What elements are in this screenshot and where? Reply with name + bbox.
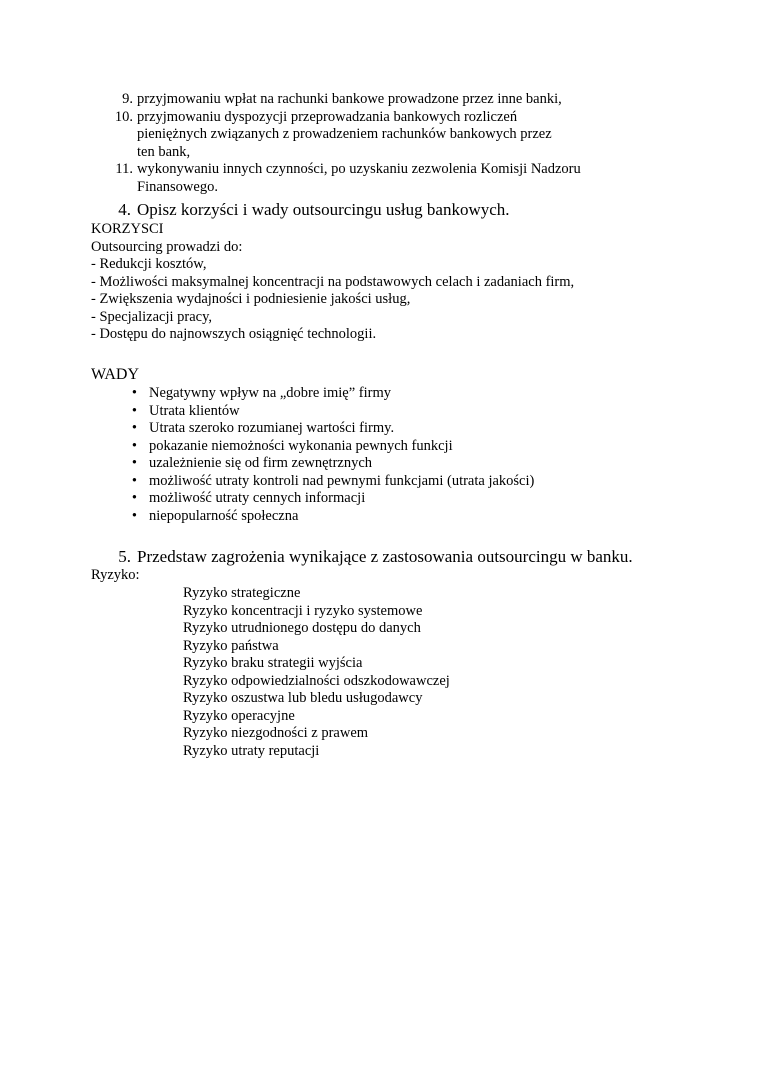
bullet-icon: • — [131, 402, 137, 419]
korzysci-section — [91, 221, 574, 344]
ryzyko-list — [183, 585, 450, 760]
list-item — [91, 91, 731, 109]
item-text: wykonywaniu innych czynności, po uzyskaniu zezwolenia Komisji Nadzoru Finansowego. — [137, 161, 581, 195]
ryzyko-label — [91, 567, 140, 585]
item-text: Utrata szeroko rozumianej wartości firmy. — [149, 420, 395, 436]
bullet-icon: • — [131, 472, 137, 489]
list-item: - Możliwości maksymalnej koncentracji na podstawowych celach i zadaniach firm, — [91, 273, 575, 290]
bullet-icon: • — [131, 420, 137, 436]
list-item — [91, 508, 534, 526]
wady-title: WADY — [91, 366, 139, 383]
bullet-icon: • — [131, 437, 137, 454]
list-item: Ryzyko niezgodności z prawem — [183, 725, 369, 741]
list-item: Ryzyko odpowiedzialności odszkodowawczej — [183, 672, 450, 689]
list-item: Ryzyko braku strategii wyjścia — [183, 655, 363, 671]
list-item: - Redukcji kosztów, — [91, 256, 207, 272]
list-item: - Dostępu do najnowszych osiągnięć technologii. — [91, 326, 377, 342]
list-item — [91, 473, 534, 491]
item-text: przyjmowaniu wpłat na rachunki bankowe prowadzone przez inne banki, — [137, 91, 562, 107]
item-number: 11. — [115, 161, 133, 177]
item-text: pokazanie niemożności wykonania pewnych funkcji — [149, 437, 453, 454]
list-item: Ryzyko strategiczne — [183, 585, 301, 601]
item-text: przyjmowaniu dyspozycji przeprowadzania bankowych rozliczeń pieniężnych związanych z prowadzeniem rachunków bankowych przez ten bank, — [137, 108, 552, 160]
item-text: Negatywny wpływ na „dobre imię” firmy — [149, 385, 391, 401]
bullet-icon: • — [131, 385, 137, 401]
item-number: 9. — [122, 91, 133, 107]
item-number: 10. — [114, 108, 133, 125]
item-text: uzależnienie się od firm zewnętrznych — [149, 455, 373, 471]
item-text: niepopularność społeczna — [149, 507, 299, 524]
question-4-heading — [91, 200, 510, 220]
list-item — [91, 420, 534, 438]
list-item — [91, 438, 534, 456]
list-item — [91, 161, 731, 196]
question-number: 4. — [118, 200, 131, 219]
item-text: możliwość utraty cennych informacji — [149, 490, 366, 506]
list-item — [91, 455, 534, 473]
wady-list — [91, 385, 534, 525]
bullet-icon: • — [131, 507, 137, 524]
list-item — [91, 385, 534, 403]
question-5-heading — [91, 547, 633, 567]
korzysci-title: KORZYSCI — [91, 221, 164, 237]
list-item: Ryzyko oszustwa lub bledu usługodawcy — [183, 690, 423, 706]
list-item — [91, 490, 534, 508]
bullet-icon: • — [131, 455, 137, 471]
list-item: Ryzyko operacyjne — [183, 707, 295, 724]
question-text: Opisz korzyści i wady outsourcingu usług bankowych. — [137, 200, 510, 219]
ryzyko-label-text: Ryzyko: — [91, 567, 140, 583]
item-text: możliwość utraty kontroli nad pewnymi funkcjami (utrata jakości) — [149, 472, 535, 489]
question-number: 5. — [118, 547, 131, 566]
list-item — [91, 403, 534, 421]
list-item: Ryzyko państwa — [183, 637, 279, 654]
list-item: Ryzyko utrudnionego dostępu do danych — [183, 620, 421, 636]
bullet-icon: • — [131, 490, 137, 506]
list-item: - Zwiększenia wydajności i podniesienie jakości usług, — [91, 291, 411, 307]
list-item: Ryzyko koncentracji i ryzyko systemowe — [183, 602, 423, 619]
korzysci-intro: Outsourcing prowadzi do: — [91, 238, 243, 255]
list-item: - Specjalizacji pracy, — [91, 308, 213, 325]
numbered-list — [91, 91, 731, 196]
list-item: Ryzyko utraty reputacji — [183, 742, 320, 759]
question-text: Przedstaw zagrożenia wynikające z zastosowania outsourcingu w banku. — [137, 547, 633, 566]
item-text: Utrata klientów — [149, 402, 240, 419]
list-item — [91, 109, 731, 162]
